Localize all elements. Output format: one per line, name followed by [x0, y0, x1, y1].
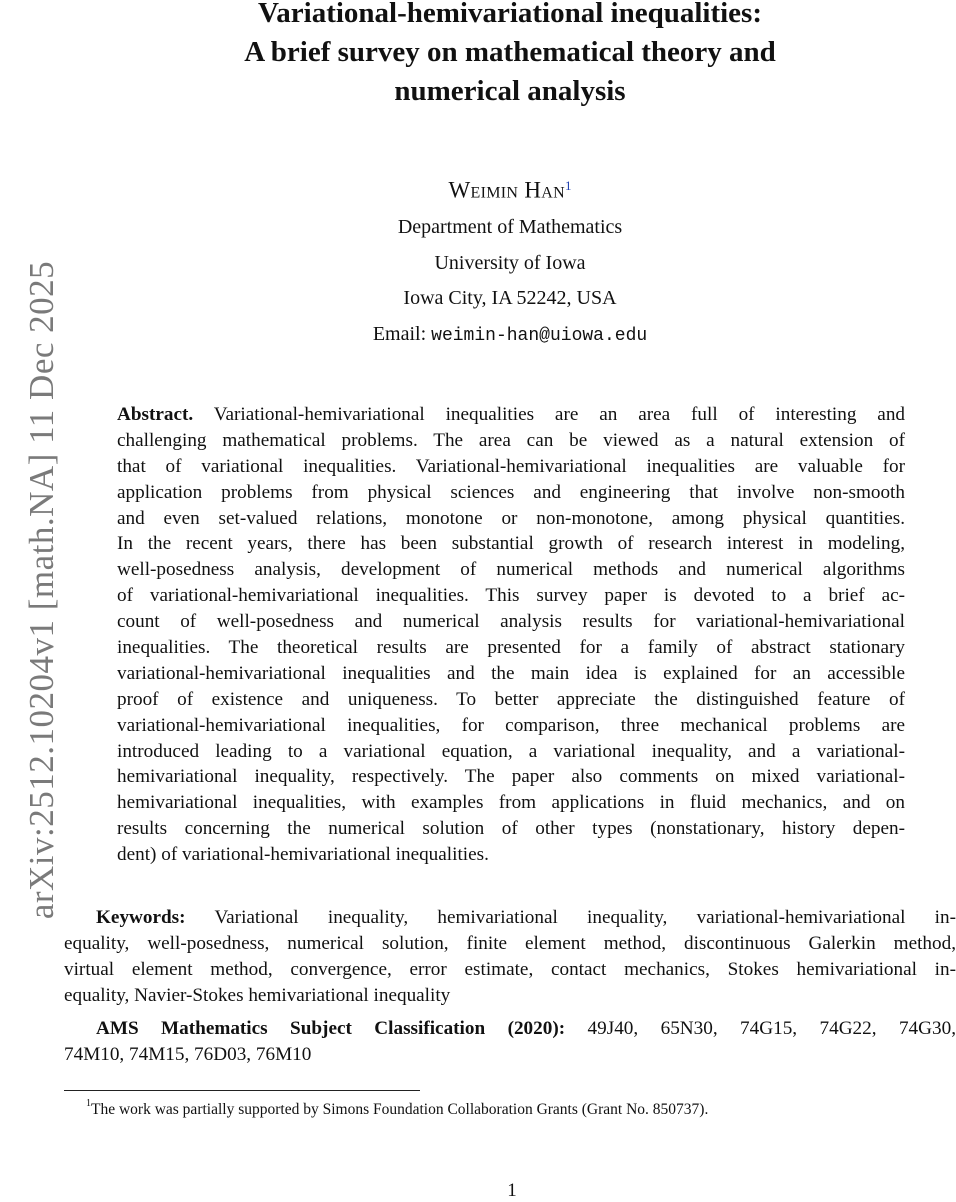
ams-line: 74M10, 74M15, 76D03, 76M10	[64, 1044, 312, 1065]
paper-title	[140, 0, 880, 111]
abstract-line: and even set-valued relations, monotone or non-monotone, among physical quantities.	[117, 507, 905, 529]
abstract-line: dent) of variational-hemivariational inequalities.	[117, 844, 489, 866]
abstract-line: introduced leading to a variational equation, a variational inequality, and a variational-	[117, 740, 905, 762]
author-city: Iowa City, IA 52242, USA	[403, 287, 617, 310]
footnote-text: The work was partially supported by Simons Foundation Collaboration Grants (Grant No. 850737).	[91, 1101, 709, 1119]
keywords-text: Variational inequality, hemivariational inequality, variational-hemivariational in-	[214, 907, 956, 928]
keywords-line: virtual element method, convergence, error estimate, contact mechanics, Stokes hemivariational in-	[64, 959, 956, 980]
keywords-line	[64, 905, 956, 931]
author-university: University of Iowa	[434, 251, 586, 274]
email-address[interactable]: weimin-han@uiowa.edu	[431, 325, 648, 346]
author-name: Weimin Han	[448, 177, 565, 203]
ams-codes: 49J40, 65N30, 74G15, 74G22, 74G30,	[587, 1018, 956, 1039]
footnote	[86, 1096, 708, 1120]
abstract-line: challenging mathematical problems. The area can be viewed as a natural extension of	[117, 429, 905, 451]
abstract-line: of variational-hemivariational inequalities. This survey paper is devoted to a brief ac-	[117, 585, 905, 607]
keywords-label: Keywords:	[96, 907, 186, 928]
abstract-line: inequalities. The theoretical results are presented for a family of abstract stationary	[117, 637, 905, 659]
abstract-line	[117, 402, 905, 428]
ams-label: AMS Mathematics Subject Classification (2020):	[96, 1018, 566, 1039]
abstract-line: In the recent years, there has been substantial growth of research interest in modeling,	[117, 533, 905, 555]
abstract-line: hemivariational inequalities, with examples from applications in fluid mechanics, and on	[117, 792, 905, 814]
author-footnote-link[interactable]: 1	[564, 178, 572, 193]
abstract-line: hemivariational inequality, respectively. The paper also comments on mixed variational-	[117, 766, 905, 788]
abstract-line: proof of existence and uniqueness. To better appreciate the distinguished feature of	[117, 688, 905, 710]
abstract-line: count of well-posedness and numerical analysis results for variational-hemivariational	[117, 611, 905, 633]
author-department: Department of Mathematics	[397, 216, 623, 239]
abstract-line: variational-hemivariational inequalities, for comparison, three mechanical problems are	[117, 714, 905, 736]
author-block	[140, 168, 880, 354]
email-label: Email:	[372, 322, 427, 345]
abstract-label: Abstract.	[117, 404, 194, 425]
keywords-line: equality, well-posedness, numerical solution, finite element method, discontinuous Galerkin method,	[64, 933, 956, 954]
abstract-line: well-posedness analysis, development of numerical methods and numerical algorithms	[117, 559, 905, 581]
keywords	[64, 905, 956, 1009]
arxiv-identifier-stamp: arXiv:2512.10204v1 [math.NA] 11 Dec 2025	[22, 260, 61, 920]
author-name-line	[140, 168, 880, 210]
abstract-line: application problems from physical sciences and engineering that involve non-smooth	[117, 481, 905, 503]
ams-classification	[64, 1016, 956, 1068]
abstract-line: results concerning the numerical solution of other types (nonstationary, history depen-	[117, 818, 905, 840]
abstract	[117, 402, 905, 868]
abstract-line: variational-hemivariational inequalities and the main idea is explained for an accessible	[117, 662, 905, 684]
ams-line	[64, 1016, 956, 1042]
abstract-text: Variational-hemivariational inequalities are an area full of interesting and	[213, 404, 906, 425]
footnote-mark: 1	[86, 1098, 91, 1109]
title-line-2: A brief survey on mathematical theory and	[244, 36, 776, 68]
page-number: 1	[507, 1180, 517, 1201]
title-line-3: numerical analysis	[394, 75, 626, 107]
keywords-line: equality, Navier-Stokes hemivariational inequality	[64, 985, 451, 1006]
author-email-line	[140, 317, 880, 355]
footnote-divider	[64, 1090, 420, 1091]
abstract-line: that of variational inequalities. Variational-hemivariational inequalities are valuable for	[117, 455, 905, 477]
title-line-1: Variational-hemivariational inequalities:	[257, 0, 763, 29]
